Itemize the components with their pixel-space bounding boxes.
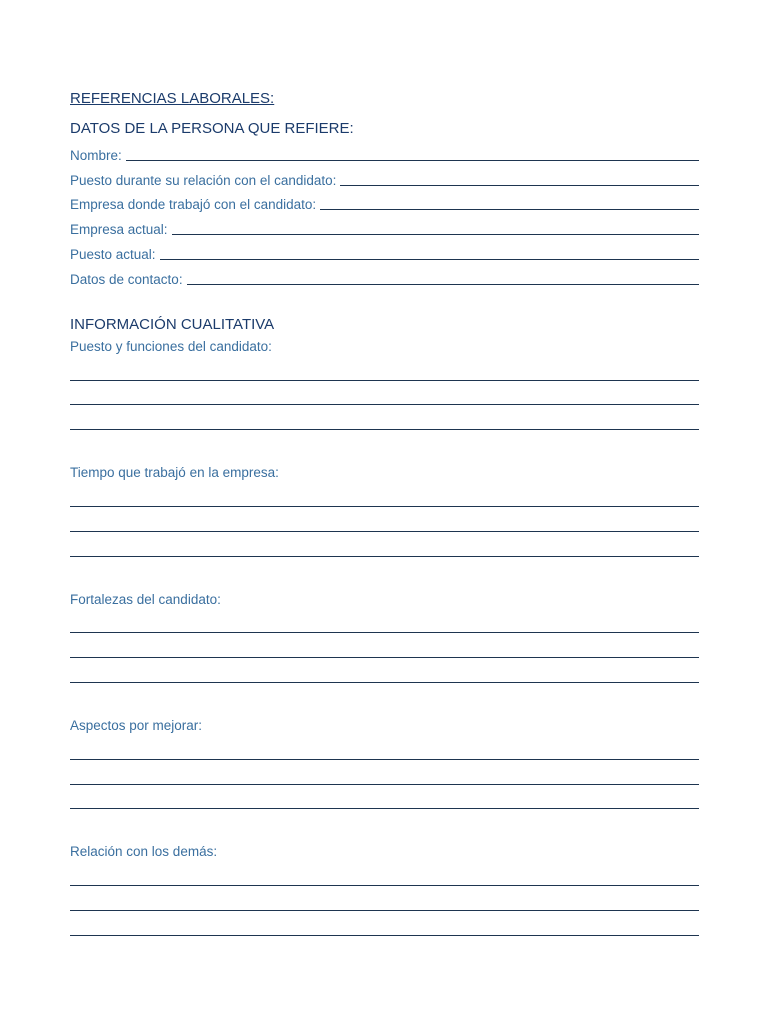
answer-line[interactable] bbox=[70, 484, 699, 509]
fill-line[interactable] bbox=[320, 208, 699, 210]
question-label: Tiempo que trabajó en la empresa: bbox=[70, 465, 279, 481]
referrer-section-title: DATOS DE LA PERSONA QUE REFIERE: bbox=[70, 120, 354, 137]
question-block-relacion bbox=[70, 841, 699, 937]
spacer bbox=[70, 811, 699, 841]
fill-line[interactable] bbox=[340, 184, 699, 186]
answer-line[interactable] bbox=[70, 358, 699, 383]
question-block-puesto bbox=[70, 336, 699, 432]
field-label: Empresa actual: bbox=[70, 222, 168, 238]
answer-line[interactable] bbox=[70, 863, 699, 888]
question-block-tiempo bbox=[70, 462, 699, 558]
answer-line[interactable] bbox=[70, 913, 699, 938]
spacer bbox=[70, 559, 699, 589]
answer-line[interactable] bbox=[70, 534, 699, 559]
answer-line[interactable] bbox=[70, 660, 699, 685]
reference-form bbox=[70, 88, 699, 938]
field-label: Puesto durante su relación con el candidato: bbox=[70, 172, 337, 188]
answer-line[interactable] bbox=[70, 611, 699, 636]
field-puesto-actual[interactable] bbox=[70, 242, 699, 267]
form-heading: REFERENCIAS LABORALES: bbox=[70, 90, 275, 107]
answer-line[interactable] bbox=[70, 762, 699, 787]
question-label: Fortalezas del candidato: bbox=[70, 591, 221, 607]
field-datos-contacto[interactable] bbox=[70, 267, 699, 292]
question-label: Aspectos por mejorar: bbox=[70, 717, 203, 733]
spacer bbox=[70, 432, 699, 462]
answer-line[interactable] bbox=[70, 888, 699, 913]
fill-line[interactable] bbox=[160, 258, 699, 260]
fill-line[interactable] bbox=[172, 233, 699, 235]
field-label: Puesto actual: bbox=[70, 246, 156, 262]
field-label: Empresa donde trabajó con el candidato: bbox=[70, 197, 317, 213]
field-label: Nombre: bbox=[70, 147, 122, 163]
answer-line[interactable] bbox=[70, 407, 699, 432]
answer-line[interactable] bbox=[70, 737, 699, 762]
qualitative-section-title: INFORMACIÓN CUALITATIVA bbox=[70, 315, 275, 333]
question-block-mejorar bbox=[70, 715, 699, 811]
fill-line[interactable] bbox=[187, 283, 699, 285]
answer-line[interactable] bbox=[70, 383, 699, 408]
answer-line[interactable] bbox=[70, 635, 699, 660]
field-empresa-actual[interactable] bbox=[70, 217, 699, 242]
field-empresa-candidato[interactable] bbox=[70, 193, 699, 218]
answer-line[interactable] bbox=[70, 787, 699, 812]
field-nombre[interactable] bbox=[70, 143, 699, 168]
fill-line[interactable] bbox=[126, 159, 699, 161]
referrer-fields bbox=[70, 143, 699, 292]
field-puesto-relacion[interactable] bbox=[70, 168, 699, 193]
question-label: Relación con los demás: bbox=[70, 844, 218, 860]
spacer bbox=[70, 685, 699, 715]
question-label: Puesto y funciones del candidato: bbox=[70, 338, 272, 354]
question-block-fortalezas bbox=[70, 589, 699, 685]
field-label: Datos de contacto: bbox=[70, 271, 183, 287]
answer-line[interactable] bbox=[70, 509, 699, 534]
